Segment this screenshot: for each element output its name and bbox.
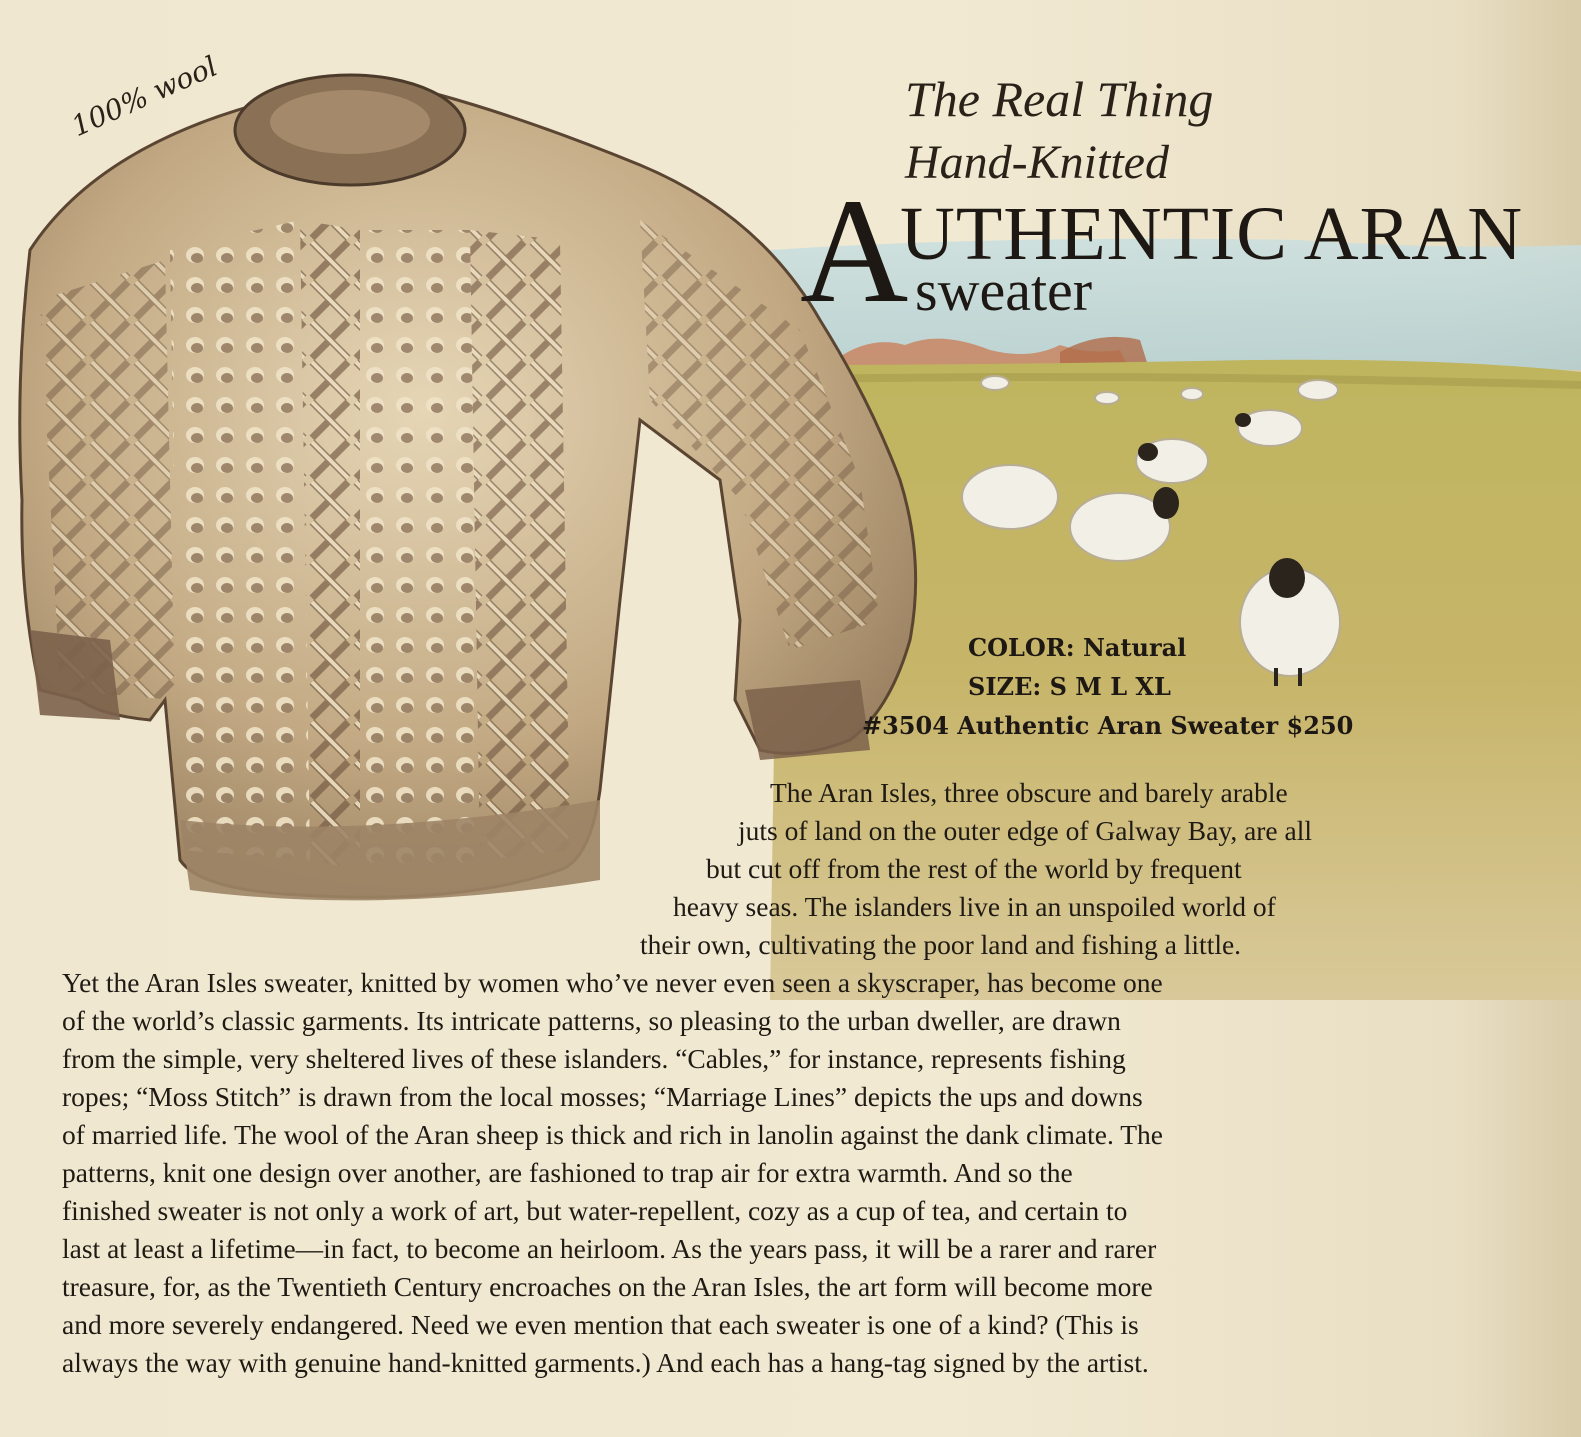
body-line: of the world’s classic garments. Its intricate patterns, so pleasing to the urban dweller, are drawn xyxy=(62,1005,1121,1036)
headline-authentic-aran: UTHENTIC ARAN xyxy=(900,192,1524,276)
body-line: last at least a lifetime—in fact, to become an heirloom. As the years pass, it will be a rarer and rarer xyxy=(62,1233,1157,1264)
body-line: ropes; “Moss Stitch” is drawn from the local mosses; “Marriage Lines” depicts the ups and downs xyxy=(62,1081,1143,1112)
headline-the-real-thing: The Real Thing xyxy=(905,71,1214,127)
body-line: of married life. The wool of the Aran sheep is thick and rich in lanolin against the dank climate. The xyxy=(62,1119,1163,1150)
body-line: their own, cultivating the poor land and fishing a little. xyxy=(640,929,1242,960)
body-line: treasure, for, as the Twentieth Century encroaches on the Aran Isles, the art form will become more xyxy=(62,1271,1153,1302)
body-line: finished sweater is not only a work of art, but water-repellent, cozy as a cup of tea, and certain to xyxy=(62,1195,1128,1226)
body-line: always the way with genuine hand-knitted garments.) And each has a hang-tag signed by the artist. xyxy=(62,1347,1149,1378)
body-line: and more severely endangered. Need we even mention that each sweater is one of a kind? (This is xyxy=(62,1309,1139,1340)
body-line: The Aran Isles, three obscure and barely arable xyxy=(770,777,1288,808)
headline-drop-cap: A xyxy=(800,168,909,334)
headline-hand-knitted: Hand-Knitted xyxy=(905,136,1169,189)
headline-sweater: sweater xyxy=(915,258,1093,323)
body-line: heavy seas. The islanders live in an unspoiled world of xyxy=(673,891,1276,922)
body-line: but cut off from the rest of the world by frequent xyxy=(706,853,1242,884)
body-line: Yet the Aran Isles sweater, knitted by women who’ve never even seen a skyscraper, has become one xyxy=(62,967,1163,998)
body-line: from the simple, very sheltered lives of these islanders. “Cables,” for instance, represents fishing xyxy=(62,1043,1126,1074)
spec-size: SIZE: S M L XL xyxy=(968,672,1171,701)
body-line: patterns, knit one design over another, are fashioned to trap air for extra warmth. And so the xyxy=(62,1157,1073,1188)
body-line: juts of land on the outer edge of Galway Bay, are all xyxy=(738,815,1312,846)
spec-item-price: #3504 Authentic Aran Sweater $250 xyxy=(862,711,1354,740)
wool-note-handwritten: 100% wool xyxy=(66,49,223,143)
spec-color: COLOR: Natural xyxy=(968,633,1187,662)
